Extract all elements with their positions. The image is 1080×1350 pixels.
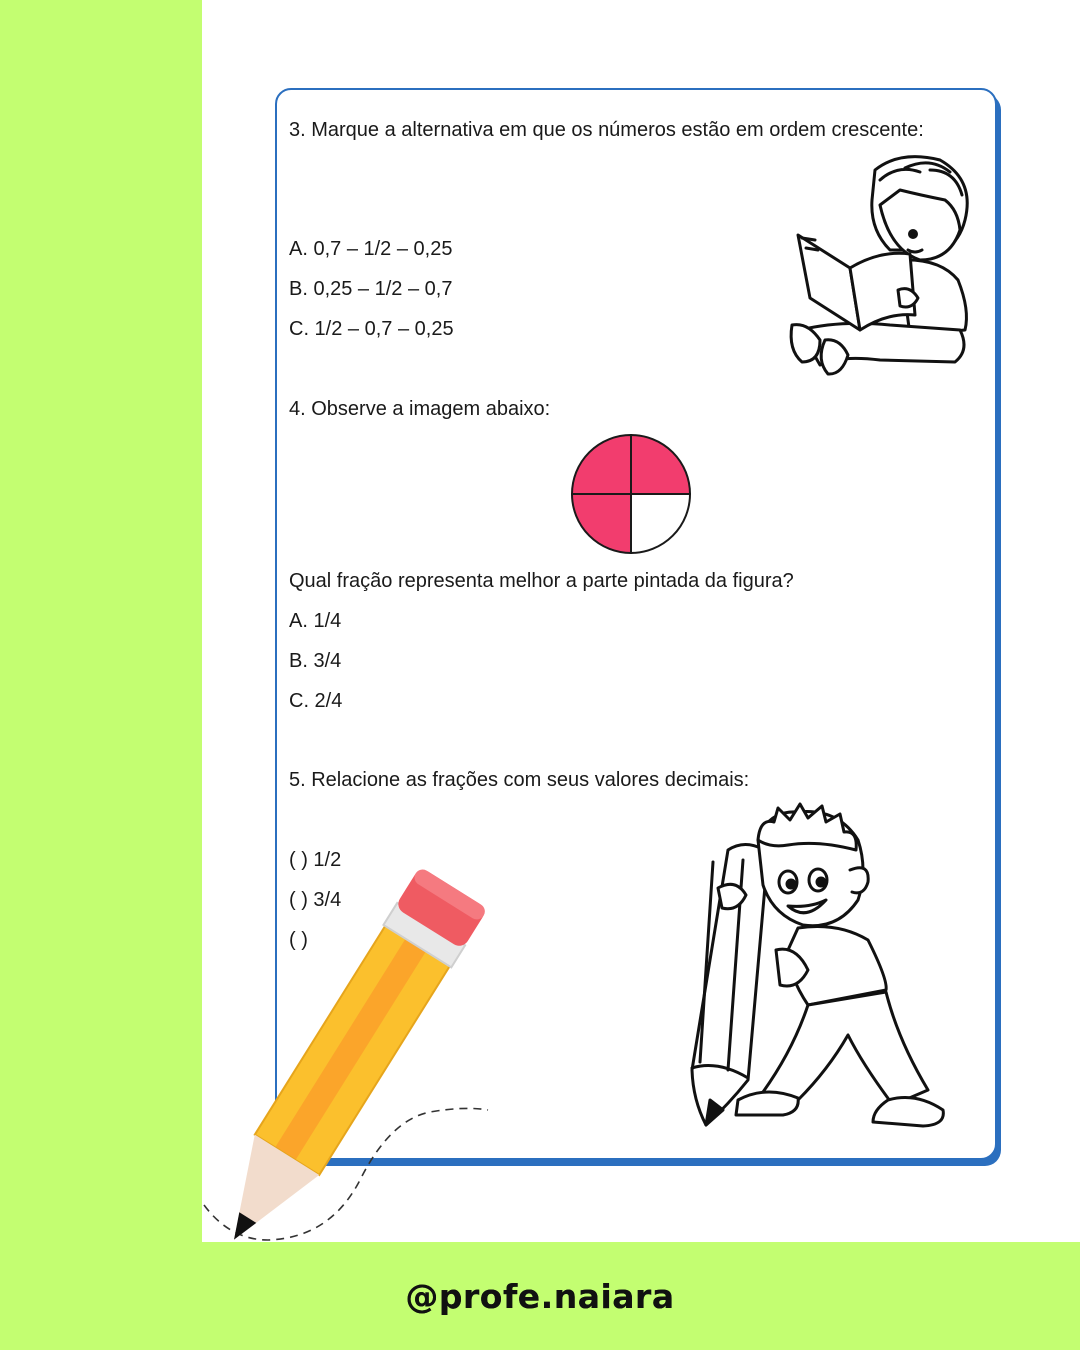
- question-3-option-b: B. 0,25 – 1/2 – 0,7: [289, 278, 453, 300]
- pencil-drawing-icon: [190, 920, 500, 1250]
- question-4-option-a: A. 1/4: [289, 610, 342, 632]
- instagram-handle: @profe.naiara: [405, 1276, 675, 1316]
- question-5-fraction-2: ( ) 3/4: [289, 889, 342, 911]
- question-3-prompt: 3. Marque a alternativa em que os números estão em ordem crescente:: [289, 119, 924, 141]
- question-4-option-c: C. 2/4: [289, 690, 343, 712]
- fraction-circle-figure: [570, 433, 692, 555]
- question-4-option-b: B. 3/4: [289, 650, 342, 672]
- question-3-option-c: C. 1/2 – 0,7 – 0,25: [289, 318, 454, 340]
- question-4-text: Qual fração representa melhor a parte pintada da figura?: [289, 570, 794, 592]
- question-5-fraction-3: ( ): [289, 929, 308, 951]
- boy-with-giant-pencil-illustration: [688, 800, 950, 1140]
- boy-reading-book-illustration: [780, 150, 980, 385]
- question-3-option-a: A. 0,7 – 1/2 – 0,25: [289, 238, 453, 260]
- question-5-fraction-1: ( ) 1/2: [289, 849, 342, 871]
- question-5-prompt: 5. Relacione as frações com seus valores decimais:: [289, 769, 750, 791]
- footer-bar: [0, 1242, 1080, 1350]
- question-4-prompt: 4. Observe a imagem abaixo:: [289, 398, 551, 420]
